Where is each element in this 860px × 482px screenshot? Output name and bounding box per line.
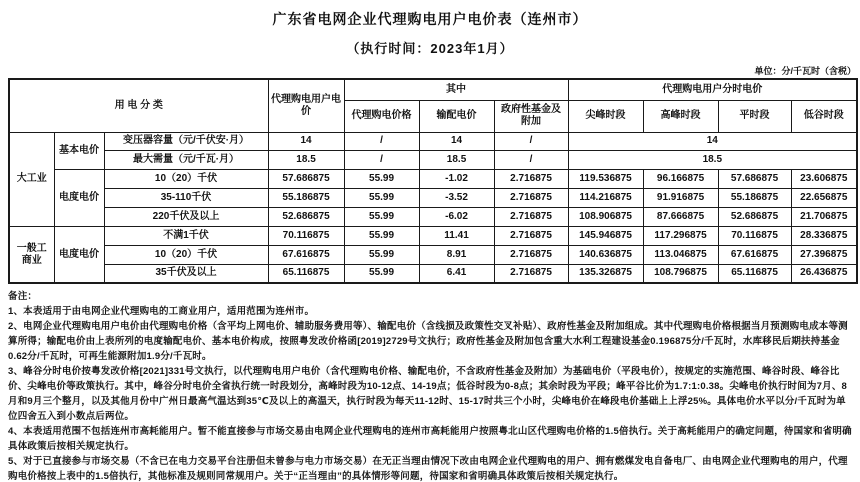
value-cell: 70.116875	[718, 226, 791, 245]
table-row	[9, 208, 857, 227]
value-cell: /	[494, 151, 568, 170]
value-cell: 108.796875	[643, 264, 718, 283]
value-cell: 2.716875	[494, 245, 568, 264]
value-cell: 52.686875	[268, 208, 344, 227]
value-cell: 8.91	[419, 245, 494, 264]
value-cell: -6.02	[419, 208, 494, 227]
table-row	[9, 151, 857, 170]
value-cell: 11.41	[419, 226, 494, 245]
value-cell: 14	[419, 132, 494, 151]
value-cell: 55.99	[344, 264, 419, 283]
value-cell: 2.716875	[494, 189, 568, 208]
table-row	[9, 170, 857, 189]
value-cell: 2.716875	[494, 170, 568, 189]
value-cell: 96.166875	[643, 170, 718, 189]
header-classification: 用 电 分 类	[9, 79, 268, 132]
value-cell: /	[494, 132, 568, 151]
value-cell: 65.116875	[718, 264, 791, 283]
row-item-cell: 35千伏及以上	[104, 264, 268, 283]
note-line-1: 1、本表适用于由电网企业代理购电的工商业用户，适用范围为连州市。	[8, 306, 315, 318]
table-row	[9, 264, 857, 283]
price-type-cell-energy: 电度电价	[54, 170, 104, 227]
value-cell: 22.656875	[791, 189, 857, 208]
value-cell: 135.326875	[568, 264, 643, 283]
header-among-which: 其中	[344, 79, 568, 100]
group-cell-large-industry: 大工业	[9, 132, 54, 226]
header-transmission-price: 输配电价	[419, 100, 494, 132]
price-type-cell-energy: 电度电价	[54, 226, 104, 283]
value-cell: /	[344, 151, 419, 170]
value-cell: 23.606875	[791, 170, 857, 189]
header-tou-group: 代理购电用户分时电价	[568, 79, 857, 100]
value-cell: 55.99	[344, 189, 419, 208]
header-flat-period: 平时段	[718, 100, 791, 132]
unit-label: 单位：分/千瓦时（含税）	[754, 66, 856, 76]
table-row	[9, 226, 857, 245]
page-subtitle: （执行时间：2023年1月）	[346, 41, 514, 56]
value-cell: 57.686875	[268, 170, 344, 189]
value-cell: 67.616875	[268, 245, 344, 264]
value-cell: 140.636875	[568, 245, 643, 264]
value-cell: 18.5	[268, 151, 344, 170]
value-cell: -1.02	[419, 170, 494, 189]
value-cell: 70.116875	[268, 226, 344, 245]
value-cell: 87.666875	[643, 208, 718, 227]
value-cell: 91.916875	[643, 189, 718, 208]
note-line-2: 2、电网企业代理购电用户电价由代理购电价格（含平均上网电价、辅助服务费用等）、输配电价（含线损及政策性交叉补贴）、政府性基金及附加组成。其中代理购电价格根据当月预测购电成本等测算所得；输配电价由上表所列的电度输配电价、基本电价构成，按照粤发改价格函[2019]2729号文执行；政府性基金及附加包含重大水利工程建设基金0.196875分/千瓦时，水库移民后期扶持基金0.62分/千瓦时，可再生能源附加1.9分/千瓦时。	[8, 321, 848, 363]
value-cell: 55.186875	[718, 189, 791, 208]
note-line-5: 5、对于已直接参与市场交易（不含已在电力交易平台注册但未曾参与电力市场交易）在无正当理由情况下改由电网企业代理购电的用户、拥有燃煤发电自备电厂、由电网企业代理购电的用户，代理购电价格按上表中的1.5倍执行，其他标准及规则同常规用户。关于“正当理由”的具体情形等问题，待国家和省明确具体政策后按相关规定执行。	[8, 456, 848, 482]
value-cell-merged: 14	[568, 132, 857, 151]
value-cell: 55.99	[344, 226, 419, 245]
price-type-cell-basic: 基本电价	[54, 132, 104, 170]
value-cell: 6.41	[419, 264, 494, 283]
value-cell: 2.716875	[494, 264, 568, 283]
value-cell: 28.336875	[791, 226, 857, 245]
header-sharp-peak-period: 尖峰时段	[568, 100, 643, 132]
table-row	[9, 132, 857, 151]
value-cell: 55.99	[344, 245, 419, 264]
value-cell: /	[344, 132, 419, 151]
row-item-cell: 10（20）千伏	[104, 170, 268, 189]
value-cell: 57.686875	[718, 170, 791, 189]
value-cell: 55.99	[344, 208, 419, 227]
row-item-cell: 220千伏及以上	[104, 208, 268, 227]
value-cell: 108.906875	[568, 208, 643, 227]
table-row	[9, 189, 857, 208]
value-cell: 119.536875	[568, 170, 643, 189]
value-cell: 145.946875	[568, 226, 643, 245]
row-item-cell: 不满1千伏	[104, 226, 268, 245]
price-table	[8, 78, 858, 284]
value-cell: 27.396875	[791, 245, 857, 264]
notes-section	[8, 289, 852, 482]
page-title: 广东省电网企业代理购电用户电价表（连州市）	[272, 11, 588, 27]
value-cell: 18.5	[419, 151, 494, 170]
value-cell: 55.186875	[268, 189, 344, 208]
value-cell: 65.116875	[268, 264, 344, 283]
header-valley-period: 低谷时段	[791, 100, 857, 132]
value-cell: 2.716875	[494, 226, 568, 245]
header-agency-user-price: 代理购电用户电价	[268, 79, 344, 132]
header-peak-period: 高峰时段	[643, 100, 718, 132]
value-cell: 67.616875	[718, 245, 791, 264]
note-line-4: 4、本表适用范围不包括连州市高耗能用户。暂不能直接参与市场交易由电网企业代理购电的连州市高耗能用户按照粤北山区代理购电价格的1.5倍执行。关于高耗能用户的确定问题，待国家和省明确具体政策后按相关规定执行。	[8, 426, 852, 453]
value-cell: 55.99	[344, 170, 419, 189]
row-item-cell: 最大需量（元/千瓦·月）	[104, 151, 268, 170]
value-cell: 52.686875	[718, 208, 791, 227]
row-item-cell: 变压器容量（元/千伏安·月）	[104, 132, 268, 151]
value-cell: 113.046875	[643, 245, 718, 264]
notes-label: 备注：	[8, 291, 38, 303]
value-cell: 2.716875	[494, 208, 568, 227]
row-item-cell: 35-110千伏	[104, 189, 268, 208]
row-item-cell: 10（20）千伏	[104, 245, 268, 264]
value-cell: -3.52	[419, 189, 494, 208]
note-line-3: 3、峰谷分时电价按粤发改价格[2021]331号文执行，以代理购电用户电价（含代理购电价格、输配电价，不含政府性基金及附加）为基础电价（平段电价），按规定的实施范围、峰谷时段、峰谷比价、尖峰电价等政策执行。其中，峰谷分时电价全省执行统一时段划分，高峰时段为10-12点、14-19点；低谷时段为0-8点；其余时段为平段；峰平谷比价为1.7:1:0.38。尖峰电价执行时间为7月、8月和9月三个整月，以及其他月份中广州日最高气温达到35℃及以上的高温天，执行时段为每天11-12时、15-17时共三个小时，尖峰电价在峰段电价基础上上浮25%。具体电价水平以分/千瓦时为单位四舍五入到小数点后两位。	[8, 366, 848, 423]
value-cell: 14	[268, 132, 344, 151]
value-cell: 21.706875	[791, 208, 857, 227]
value-cell: 117.296875	[643, 226, 718, 245]
value-cell-merged: 18.5	[568, 151, 857, 170]
table-row	[9, 245, 857, 264]
group-cell-general-commerce: 一般工商业	[9, 226, 54, 283]
value-cell: 114.216875	[568, 189, 643, 208]
header-agency-price: 代理购电价格	[344, 100, 419, 132]
value-cell: 26.436875	[791, 264, 857, 283]
header-gov-funds: 政府性基金及附加	[494, 100, 568, 132]
